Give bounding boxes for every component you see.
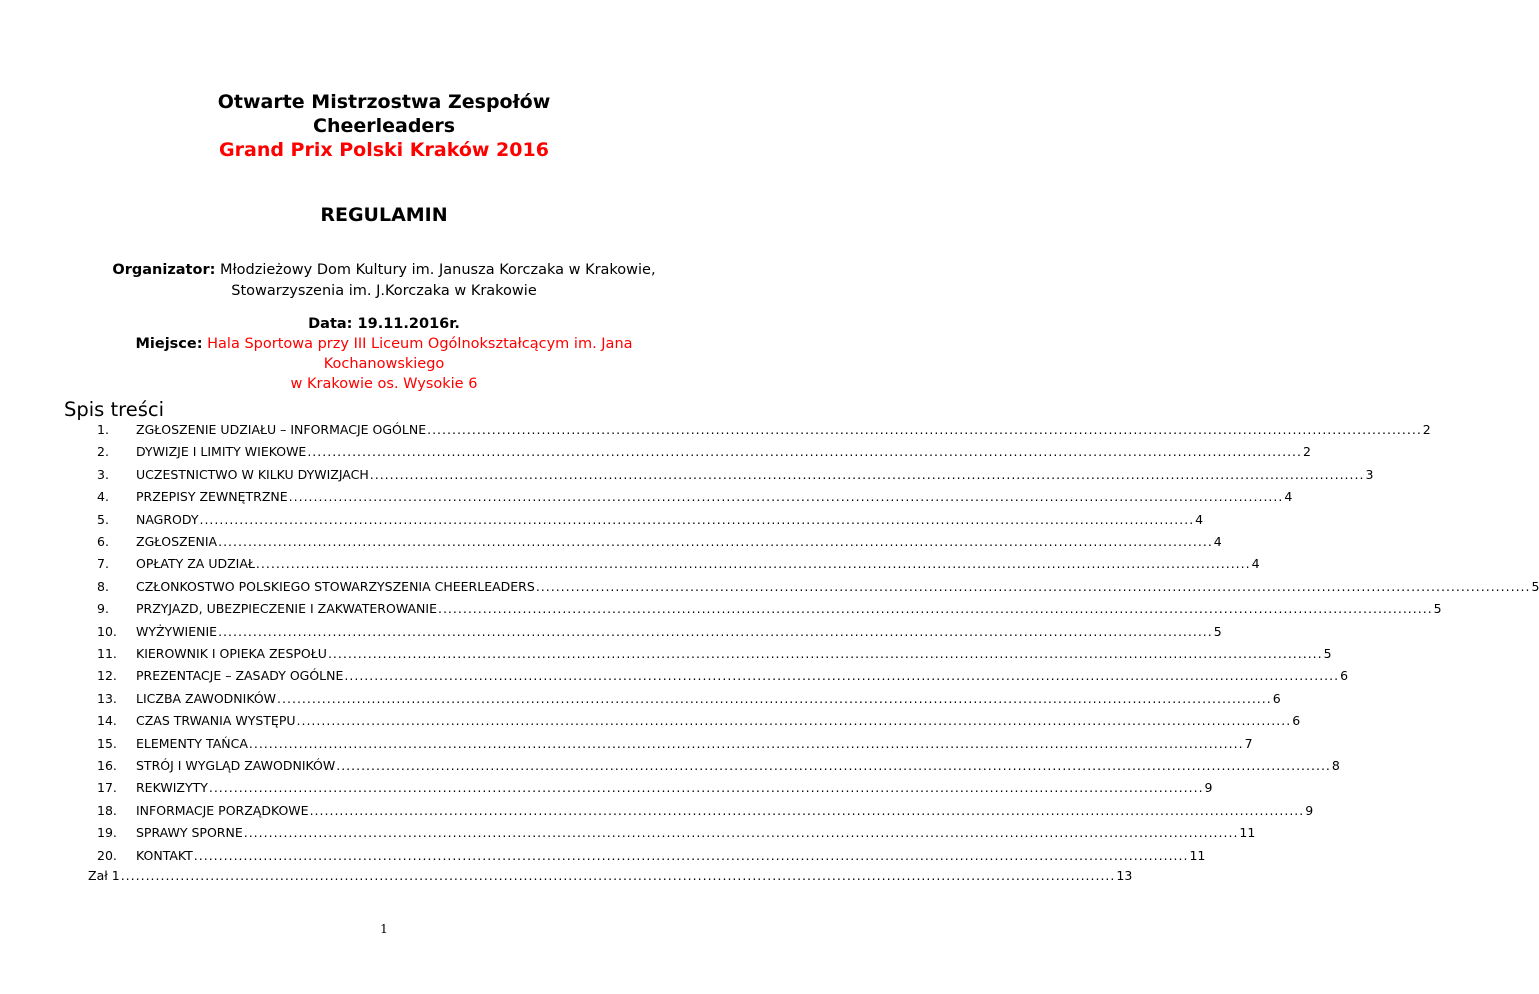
- toc-entry-number: 3.: [97, 466, 109, 482]
- title-line-2: Cheerleaders: [313, 115, 455, 137]
- toc-leader-dots: ........................................................................................................................................................................................................: [199, 511, 1195, 527]
- toc-entry-number: 12.: [97, 668, 117, 684]
- toc-entry-number: 16.: [97, 758, 117, 773]
- document-title: [0, 90, 768, 162]
- toc-entry[interactable]: [0, 668, 1349, 688]
- toc-leader-dots: ........................................................................................................................................................................................................: [208, 780, 1204, 796]
- toc-entry-page: 5: [1433, 601, 1442, 617]
- toc-entry-page: 11: [1189, 847, 1206, 863]
- toc-entry-number: 2.: [97, 444, 109, 460]
- page-number: 1: [380, 922, 388, 936]
- toc-entry-title: REKWIZYTY: [136, 780, 208, 796]
- title-line-3: Grand Prix Polski Kraków 2016: [219, 139, 549, 161]
- toc-entry-title: LICZBA ZAWODNIKÓW: [136, 690, 277, 706]
- toc-entry-title: ZGŁOSZENIA: [136, 534, 218, 549]
- toc-entry-number: 10.: [97, 623, 117, 639]
- toc-entry-number: 17.: [97, 780, 117, 796]
- toc-entry-number: 13.: [97, 690, 117, 706]
- toc-entry-number: 19.: [97, 825, 117, 841]
- toc-entry[interactable]: [0, 466, 1374, 487]
- toc-entry[interactable]: [0, 802, 1314, 823]
- toc-entry-page: 3: [1365, 466, 1374, 482]
- toc-entry[interactable]: [0, 556, 1260, 576]
- toc-entry-page: 4: [1195, 511, 1204, 527]
- organizer-label: Organizator:: [112, 262, 216, 278]
- toc-entry-title: STRÓJ I WYGLĄD ZAWODNIKÓW: [136, 758, 336, 773]
- toc-entry-number: 11.: [97, 646, 117, 661]
- toc-entry-title: PREZENTACJE – ZASADY OGÓLNE: [136, 668, 344, 684]
- event-date: Data: 19.11.2016r.: [308, 316, 460, 332]
- toc-entry-title: CZAS TRWANIA WYSTĘPU: [136, 713, 296, 729]
- toc-leader-dots: ........................................................................................................................................................................................................: [327, 646, 1323, 661]
- toc-entry-page: 6: [1340, 668, 1349, 684]
- toc-entry-title: ZGŁOSZENIE UDZIAŁU – INFORMACJE OGÓLNE: [136, 422, 427, 437]
- toc-entry[interactable]: [0, 735, 1253, 756]
- toc-entry-page: 8: [1331, 758, 1340, 773]
- toc-leader-dots: ........................................................................................................................................................................................................: [120, 868, 1116, 883]
- toc-entry-number: 6.: [97, 534, 109, 549]
- toc-entry-title: KIEROWNIK I OPIEKA ZESPOŁU: [136, 646, 327, 661]
- toc-entry-title: INFORMACJE PORZĄDKOWE: [136, 802, 309, 818]
- toc-entry-number: 14.: [97, 713, 117, 729]
- toc-entry-page: 9: [1305, 802, 1314, 818]
- toc-entry-number: 15.: [97, 735, 117, 751]
- toc-entry-page: 5: [1323, 646, 1332, 661]
- toc-entry[interactable]: [0, 601, 1442, 621]
- toc-leader-dots: ........................................................................................................................................................................................................: [309, 802, 1305, 818]
- venue-line-2: Kochanowskiego: [323, 356, 445, 372]
- toc-entry[interactable]: [0, 489, 1293, 509]
- toc-entry-number: 20.: [97, 847, 117, 863]
- toc-entry-page: 9: [1204, 780, 1213, 796]
- toc-entry[interactable]: [0, 511, 1204, 532]
- toc-appendix-page: 13: [1116, 868, 1133, 883]
- toc-entry-title: ELEMENTY TAŃCA: [136, 735, 248, 751]
- toc-leader-dots: ........................................................................................................................................................................................................: [248, 735, 1244, 751]
- toc-entry-number: 5.: [97, 511, 109, 527]
- toc-entry-page: 6: [1292, 713, 1301, 729]
- venue-block: [0, 314, 768, 394]
- toc-entry-title: KONTAKT: [136, 847, 193, 863]
- regulamin-heading: REGULAMIN: [320, 204, 448, 226]
- venue-label: Miejsce:: [135, 336, 203, 352]
- toc-leader-dots: ........................................................................................................................................................................................................: [218, 623, 1213, 639]
- toc-entry-page: 2: [1303, 444, 1311, 460]
- toc-leader-dots: ........................................................................................................................................................................................................: [427, 422, 1422, 437]
- toc-entry-page: 11: [1239, 825, 1256, 841]
- toc-entry[interactable]: [0, 758, 1340, 778]
- toc-leader-dots: ........................................................................................................................................................................................................: [437, 601, 1433, 617]
- toc-leader-dots: ........................................................................................................................................................................................................: [218, 534, 1213, 549]
- toc-entry[interactable]: [0, 646, 1332, 666]
- toc-entry-page: 4: [1284, 489, 1293, 505]
- toc-leader-dots: ........................................................................................................................................................................................................: [344, 668, 1340, 684]
- toc-entry[interactable]: [0, 780, 1213, 800]
- toc-leader-dots: ........................................................................................................................................................................................................: [369, 466, 1365, 482]
- organizer-block: [0, 260, 768, 302]
- toc-entry[interactable]: [0, 578, 1539, 599]
- toc-entry[interactable]: [0, 713, 1301, 733]
- toc-entry-title: SPRAWY SPORNE: [136, 825, 243, 841]
- toc-entry-title: CZŁONKOSTWO POLSKIEGO STOWARZYSZENIA CHEERLEADERS: [136, 578, 535, 594]
- toc-entry-page: 2: [1422, 422, 1431, 437]
- toc-entry[interactable]: [0, 623, 1222, 644]
- toc-leader-dots: ........................................................................................................................................................................................................: [307, 444, 1303, 460]
- toc-entry-title: OPŁATY ZA UDZIAŁ: [136, 556, 255, 572]
- toc-leader-dots: ........................................................................................................................................................................................................: [243, 825, 1239, 841]
- toc-entry-page: 4: [1251, 556, 1260, 572]
- toc-entry-number: 7.: [97, 556, 109, 572]
- toc-entry[interactable]: [0, 444, 1311, 464]
- toc-entry-number: 9.: [97, 601, 109, 617]
- toc-entry-page: 5: [1531, 578, 1539, 594]
- toc-entry-page: 7: [1244, 735, 1253, 751]
- toc-entry-title: NAGRODY: [136, 511, 199, 527]
- toc-leader-dots: ........................................................................................................................................................................................................: [296, 713, 1292, 729]
- toc-entry[interactable]: [0, 690, 1281, 711]
- toc-entry-title: DYWIZJE I LIMITY WIEKOWE: [136, 444, 307, 460]
- toc-entry-number: 4.: [97, 489, 109, 505]
- toc-leader-dots: ........................................................................................................................................................................................................: [193, 847, 1189, 863]
- toc-heading: Spis treści: [64, 398, 165, 421]
- toc-leader-dots: ........................................................................................................................................................................................................: [336, 758, 1331, 773]
- toc-entry[interactable]: [0, 534, 1222, 554]
- toc-leader-dots: ........................................................................................................................................................................................................: [277, 690, 1272, 706]
- venue-line-3: w Krakowie os. Wysokie 6: [290, 376, 478, 392]
- toc-entry-number: 8.: [97, 578, 109, 594]
- venue-line-1: Hala Sportowa przy III Liceum Ogólnokształcącym im. Jana: [207, 336, 633, 352]
- organizer-line-2: Stowarzyszenia im. J.Korczaka w Krakowie: [231, 283, 537, 299]
- toc-entry-appendix[interactable]: [0, 868, 1133, 888]
- toc-entry-title: UCZESTNICTWO W KILKU DYWIZJACH: [136, 466, 369, 482]
- toc-entry-number: 18.: [97, 802, 117, 818]
- title-line-1: Otwarte Mistrzostwa Zespołów: [217, 91, 551, 113]
- toc-entry-title: PRZEPISY ZEWNĘTRZNE: [136, 489, 288, 505]
- toc-entry-number: 1.: [97, 422, 109, 437]
- toc-entry-title: PRZYJAZD, UBEZPIECZENIE I ZAKWATEROWANIE: [136, 601, 437, 617]
- toc-entry-page: 6: [1272, 690, 1281, 706]
- toc-leader-dots: ........................................................................................................................................................................................................: [288, 489, 1284, 505]
- toc-leader-dots: ........................................................................................................................................................................................................: [255, 556, 1251, 572]
- toc-appendix-title: Zał 1: [88, 868, 120, 883]
- toc-leader-dots: ........................................................................................................................................................................................................: [535, 578, 1531, 594]
- toc-entry-page: 5: [1213, 623, 1222, 639]
- toc-entry-page: 4: [1213, 534, 1222, 549]
- toc-entry[interactable]: [0, 825, 1256, 845]
- toc-entry[interactable]: [0, 847, 1206, 868]
- organizer-line-1: Młodzieżowy Dom Kultury im. Janusza Korczaka w Krakowie,: [220, 262, 656, 278]
- toc-entry[interactable]: [0, 422, 1431, 442]
- toc-entry-title: WYŻYWIENIE: [136, 623, 218, 639]
